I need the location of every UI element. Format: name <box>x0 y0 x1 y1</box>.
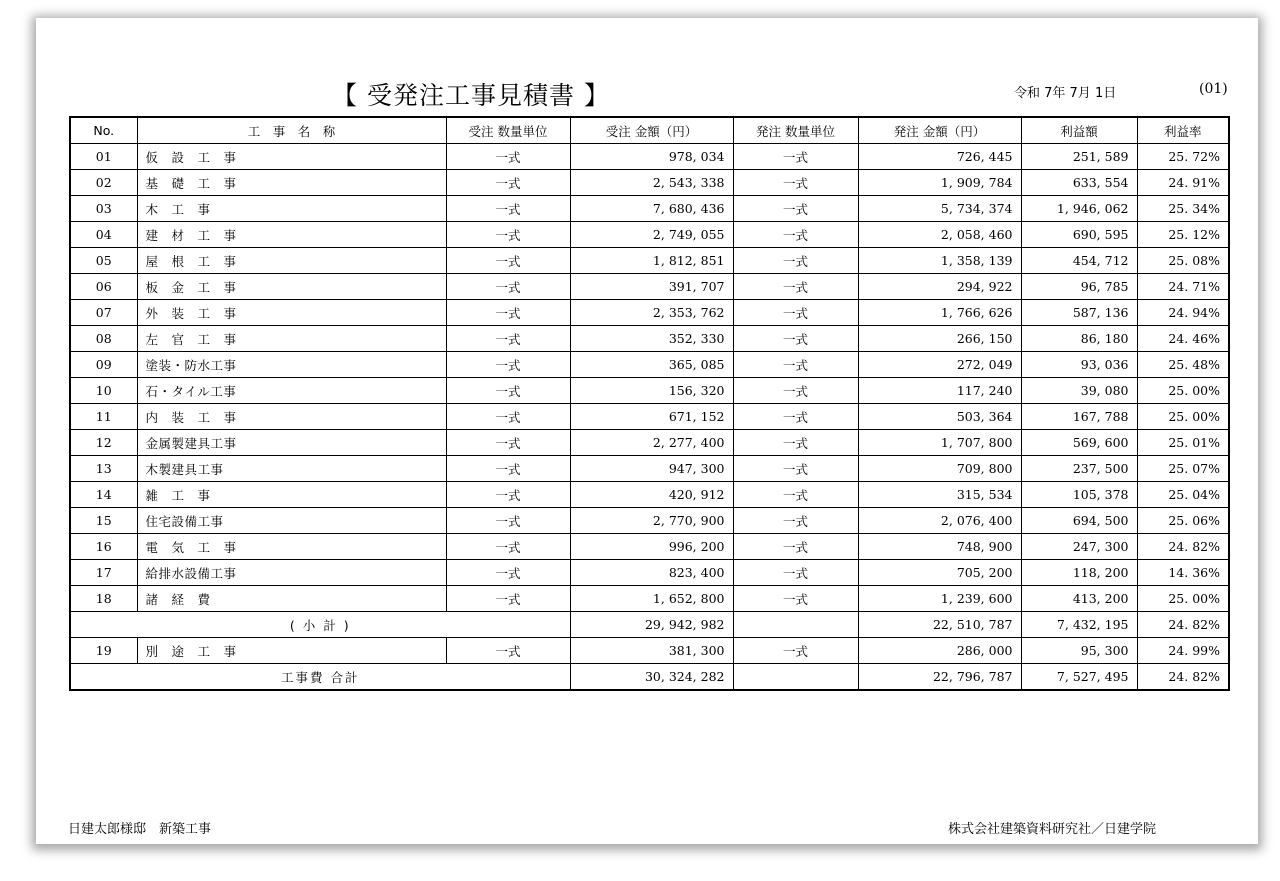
row-sub-unit: 一式 <box>733 404 858 430</box>
row-sub-amount: 503, 364 <box>858 404 1021 430</box>
table-row <box>70 378 1229 404</box>
table-row <box>70 404 1229 430</box>
table-row <box>70 300 1229 326</box>
table-row <box>70 456 1229 482</box>
row-sub-unit: 一式 <box>733 144 858 170</box>
row-sub-unit: 一式 <box>733 456 858 482</box>
row-rate: 24. 46% <box>1137 326 1229 352</box>
total-sub-amount: 22, 796, 787 <box>858 664 1021 691</box>
table-summary <box>70 612 1229 691</box>
row-sub-amount: 117, 240 <box>858 378 1021 404</box>
row-sub-unit: 一式 <box>733 508 858 534</box>
row-no: 11 <box>70 404 137 430</box>
row-no: 03 <box>70 196 137 222</box>
row-name: 木 工 事 <box>137 196 446 222</box>
row-rate: 25. 00% <box>1137 378 1229 404</box>
subtotal-label: ( 小 計 ) <box>70 612 570 638</box>
row-rate: 24. 91% <box>1137 170 1229 196</box>
header-no: No. <box>70 117 137 144</box>
row-sub-amount: 1, 358, 139 <box>858 248 1021 274</box>
row-order-amount: 947, 300 <box>570 456 733 482</box>
row-profit: 167, 788 <box>1021 404 1137 430</box>
table-row <box>70 222 1229 248</box>
header-order-unit: 受注 数量単位 <box>446 117 570 144</box>
row-order-amount: 420, 912 <box>570 482 733 508</box>
row-sub-amount: 315, 534 <box>858 482 1021 508</box>
row-profit: 118, 200 <box>1021 560 1137 586</box>
row-sub-unit: 一式 <box>733 196 858 222</box>
footer-project-name: 日建太郎様邸 新築工事 <box>68 822 212 837</box>
table-row <box>70 326 1229 352</box>
document-date: 令和 7年 7月 1日 <box>1014 86 1117 101</box>
row-order-amount: 156, 320 <box>570 378 733 404</box>
row-name: 左 官 工 事 <box>137 326 446 352</box>
row-order-amount: 352, 330 <box>570 326 733 352</box>
row-order-unit: 一式 <box>446 352 570 378</box>
row-profit: 93, 036 <box>1021 352 1137 378</box>
row-order-unit: 一式 <box>446 144 570 170</box>
row-no: 10 <box>70 378 137 404</box>
row-profit: 251, 589 <box>1021 144 1137 170</box>
header-order-amount: 受注 金額（円） <box>570 117 733 144</box>
row-name: 内 装 工 事 <box>137 404 446 430</box>
row-no: 18 <box>70 586 137 612</box>
row-sub-unit: 一式 <box>733 170 858 196</box>
extra-order-unit: 一式 <box>446 638 570 664</box>
row-sub-amount: 5, 734, 374 <box>858 196 1021 222</box>
row-sub-amount: 705, 200 <box>858 560 1021 586</box>
row-rate: 24. 82% <box>1137 534 1229 560</box>
extra-work-row <box>70 638 1229 664</box>
row-rate: 25. 12% <box>1137 222 1229 248</box>
row-order-unit: 一式 <box>446 196 570 222</box>
row-no: 16 <box>70 534 137 560</box>
row-sub-amount: 1, 239, 600 <box>858 586 1021 612</box>
subtotal-order-amount: 29, 942, 982 <box>570 612 733 638</box>
row-sub-amount: 748, 900 <box>858 534 1021 560</box>
row-sub-amount: 1, 707, 800 <box>858 430 1021 456</box>
row-order-amount: 7, 680, 436 <box>570 196 733 222</box>
row-sub-unit: 一式 <box>733 222 858 248</box>
row-order-amount: 1, 812, 851 <box>570 248 733 274</box>
table-body <box>70 144 1229 612</box>
row-order-unit: 一式 <box>446 300 570 326</box>
row-no: 02 <box>70 170 137 196</box>
row-sub-amount: 709, 800 <box>858 456 1021 482</box>
row-profit: 413, 200 <box>1021 586 1137 612</box>
row-rate: 25. 00% <box>1137 404 1229 430</box>
table-header-row <box>70 117 1229 144</box>
table-row <box>70 352 1229 378</box>
document-title: 【 受発注工事見積書 】 <box>332 81 610 110</box>
extra-order-amount: 381, 300 <box>570 638 733 664</box>
row-profit: 105, 378 <box>1021 482 1137 508</box>
row-rate: 25. 04% <box>1137 482 1229 508</box>
row-name: 屋 根 工 事 <box>137 248 446 274</box>
total-label: 工事費 合計 <box>70 664 570 691</box>
table-row <box>70 170 1229 196</box>
row-order-unit: 一式 <box>446 404 570 430</box>
extra-profit: 95, 300 <box>1021 638 1137 664</box>
subtotal-sub-unit <box>733 612 858 638</box>
total-profit: 7, 527, 495 <box>1021 664 1137 691</box>
row-no: 12 <box>70 430 137 456</box>
row-profit: 86, 180 <box>1021 326 1137 352</box>
subtotal-sub-amount: 22, 510, 787 <box>858 612 1021 638</box>
row-sub-amount: 272, 049 <box>858 352 1021 378</box>
row-rate: 25. 72% <box>1137 144 1229 170</box>
subtotal-row <box>70 612 1229 638</box>
row-order-unit: 一式 <box>446 248 570 274</box>
row-rate: 25. 08% <box>1137 248 1229 274</box>
row-rate: 14. 36% <box>1137 560 1229 586</box>
extra-sub-amount: 286, 000 <box>858 638 1021 664</box>
row-sub-amount: 2, 058, 460 <box>858 222 1021 248</box>
row-sub-unit: 一式 <box>733 274 858 300</box>
row-sub-amount: 2, 076, 400 <box>858 508 1021 534</box>
total-row <box>70 664 1229 691</box>
row-profit: 633, 554 <box>1021 170 1137 196</box>
row-no: 09 <box>70 352 137 378</box>
subtotal-profit: 7, 432, 195 <box>1021 612 1137 638</box>
row-sub-amount: 726, 445 <box>858 144 1021 170</box>
extra-rate: 24. 99% <box>1137 638 1229 664</box>
footer-company-name: 株式会社建築資料研究社／日建学院 <box>948 822 1157 837</box>
row-order-unit: 一式 <box>446 456 570 482</box>
table-row <box>70 144 1229 170</box>
row-order-amount: 978, 034 <box>570 144 733 170</box>
row-profit: 1, 946, 062 <box>1021 196 1137 222</box>
row-rate: 25. 07% <box>1137 456 1229 482</box>
total-rate: 24. 82% <box>1137 664 1229 691</box>
row-name: 給排水設備工事 <box>137 560 446 586</box>
row-name: 電 気 工 事 <box>137 534 446 560</box>
row-order-amount: 2, 749, 055 <box>570 222 733 248</box>
extra-name: 別 途 工 事 <box>137 638 446 664</box>
table-row <box>70 248 1229 274</box>
row-sub-unit: 一式 <box>733 586 858 612</box>
table-row <box>70 508 1229 534</box>
row-order-amount: 1, 652, 800 <box>570 586 733 612</box>
row-order-unit: 一式 <box>446 560 570 586</box>
row-sub-unit: 一式 <box>733 430 858 456</box>
row-rate: 24. 71% <box>1137 274 1229 300</box>
row-name: 建 材 工 事 <box>137 222 446 248</box>
row-order-amount: 671, 152 <box>570 404 733 430</box>
row-order-amount: 365, 085 <box>570 352 733 378</box>
row-order-unit: 一式 <box>446 378 570 404</box>
row-rate: 25. 00% <box>1137 586 1229 612</box>
row-profit: 247, 300 <box>1021 534 1137 560</box>
row-order-amount: 2, 277, 400 <box>570 430 733 456</box>
row-name: 塗装・防水工事 <box>137 352 446 378</box>
row-order-unit: 一式 <box>446 508 570 534</box>
row-name: 板 金 工 事 <box>137 274 446 300</box>
row-no: 04 <box>70 222 137 248</box>
table-row <box>70 274 1229 300</box>
row-name: 雑 工 事 <box>137 482 446 508</box>
row-sub-amount: 1, 909, 784 <box>858 170 1021 196</box>
row-no: 05 <box>70 248 137 274</box>
row-profit: 39, 080 <box>1021 378 1137 404</box>
row-no: 13 <box>70 456 137 482</box>
row-sub-unit: 一式 <box>733 248 858 274</box>
subtotal-rate: 24. 82% <box>1137 612 1229 638</box>
row-name: 金属製建具工事 <box>137 430 446 456</box>
header-profit-rate: 利益率 <box>1137 117 1229 144</box>
row-order-unit: 一式 <box>446 482 570 508</box>
estimate-table <box>69 116 1230 691</box>
row-profit: 96, 785 <box>1021 274 1137 300</box>
header-sub-amount: 発注 金額（円） <box>858 117 1021 144</box>
row-order-unit: 一式 <box>446 222 570 248</box>
row-profit: 454, 712 <box>1021 248 1137 274</box>
row-sub-amount: 294, 922 <box>858 274 1021 300</box>
extra-no: 19 <box>70 638 137 664</box>
row-profit: 569, 600 <box>1021 430 1137 456</box>
row-order-unit: 一式 <box>446 170 570 196</box>
row-sub-unit: 一式 <box>733 300 858 326</box>
total-order-amount: 30, 324, 282 <box>570 664 733 691</box>
row-name: 木製建具工事 <box>137 456 446 482</box>
row-order-unit: 一式 <box>446 274 570 300</box>
row-rate: 24. 94% <box>1137 300 1229 326</box>
row-name: 石・タイル工事 <box>137 378 446 404</box>
row-profit: 694, 500 <box>1021 508 1137 534</box>
row-name: 外 装 工 事 <box>137 300 446 326</box>
row-sub-amount: 266, 150 <box>858 326 1021 352</box>
extra-sub-unit: 一式 <box>733 638 858 664</box>
row-sub-unit: 一式 <box>733 352 858 378</box>
row-name: 基 礎 工 事 <box>137 170 446 196</box>
row-order-amount: 823, 400 <box>570 560 733 586</box>
header-sub-unit: 発注 数量単位 <box>733 117 858 144</box>
row-rate: 25. 06% <box>1137 508 1229 534</box>
row-sub-unit: 一式 <box>733 482 858 508</box>
row-profit: 690, 595 <box>1021 222 1137 248</box>
row-profit: 237, 500 <box>1021 456 1137 482</box>
row-order-amount: 996, 200 <box>570 534 733 560</box>
row-sub-unit: 一式 <box>733 326 858 352</box>
row-no: 17 <box>70 560 137 586</box>
row-order-unit: 一式 <box>446 534 570 560</box>
row-sub-unit: 一式 <box>733 378 858 404</box>
row-profit: 587, 136 <box>1021 300 1137 326</box>
table-row <box>70 196 1229 222</box>
row-rate: 25. 34% <box>1137 196 1229 222</box>
row-no: 15 <box>70 508 137 534</box>
row-no: 08 <box>70 326 137 352</box>
row-order-amount: 2, 770, 900 <box>570 508 733 534</box>
row-sub-unit: 一式 <box>733 534 858 560</box>
row-no: 07 <box>70 300 137 326</box>
row-no: 14 <box>70 482 137 508</box>
row-sub-amount: 1, 766, 626 <box>858 300 1021 326</box>
row-name: 住宅設備工事 <box>137 508 446 534</box>
table-row <box>70 430 1229 456</box>
row-order-amount: 391, 707 <box>570 274 733 300</box>
total-sub-unit <box>733 664 858 691</box>
row-order-unit: 一式 <box>446 586 570 612</box>
row-order-unit: 一式 <box>446 326 570 352</box>
document-number: (01) <box>1199 81 1228 97</box>
table-row <box>70 586 1229 612</box>
row-order-amount: 2, 353, 762 <box>570 300 733 326</box>
row-order-amount: 2, 543, 338 <box>570 170 733 196</box>
table-row <box>70 482 1229 508</box>
row-order-unit: 一式 <box>446 430 570 456</box>
row-rate: 25. 48% <box>1137 352 1229 378</box>
row-name: 仮 設 工 事 <box>137 144 446 170</box>
row-name: 諸 経 費 <box>137 586 446 612</box>
header-profit: 利益額 <box>1021 117 1137 144</box>
row-sub-unit: 一式 <box>733 560 858 586</box>
header-work-name: 工 事 名 称 <box>137 117 446 144</box>
table-row <box>70 534 1229 560</box>
row-no: 01 <box>70 144 137 170</box>
row-rate: 25. 01% <box>1137 430 1229 456</box>
table-row <box>70 560 1229 586</box>
row-no: 06 <box>70 274 137 300</box>
